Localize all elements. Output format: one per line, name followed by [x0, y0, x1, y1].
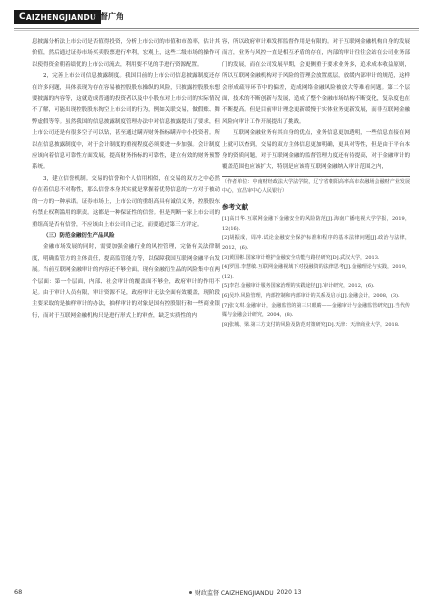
- reference-item: [8]张城、梁.第三方支付的风险及防范对策研究[D].天津：天津商业大学，2018.: [222, 321, 400, 328]
- footer-magazine: [189, 588, 301, 597]
- paragraph: [32, 174, 220, 231]
- reference-item: [5]李岩.金融审计服务国家治理的实践途径[J].审计研究，2012，(6).: [222, 283, 375, 290]
- paragraph: 金融市场发展的同时，需要加强金融行业的风控管理，完备有关法律制度，明确监管方的主体责任，提高监管能力等，以保障我国互联网金融平台发展。当前互联网金融审计的内容还不够全面，现有金融衍生品的风险集中在两个层面：第一个层面，内部、社会审计的覆盖面不够全，政府审计的作用不足。由于审计人员有限，审计资源不足，政府审计无法全面有效覆盖，现阶段主要采取的是抽样审计的办法，抽样审计的对象是国有控股银行和一些商业银行，而对于互联网金融机构只是进行形式上的审查，缺乏实质性的内: [32, 244, 220, 319]
- page-number: 68: [14, 588, 23, 596]
- page-footer: [14, 588, 419, 600]
- paragraph: 容，所以政府审计难发挥监督作用是有限的。对于互联网金融机构自身的发展而言，业务与风控一直是相互矛盾的存在，内部的审计往往会站在公司业务部门的发展，而在公司发展早期，会更侧重于要求业务多，追求成本收益原则，所以互联网金融机构对于风险的管理会放置底层，放缓内部审计的规范，这样会形成疏导环节中的偏差，造成网络金融风险被放大等难看问题。第二个层面，技术的不断创新与发展，造成了整个金融市场结构不断变化，复杂度也在不断提高。但是目前审计理念更新缓慢于实体业务更新发展，而非互联网金融风险向审计工作开展提出了挑战。: [222, 39, 410, 125]
- bullet-icon: [189, 591, 192, 594]
- numbered-heading: 2，完善上市公司信息披露制度。: [43, 73, 125, 80]
- footnote-text: （作者单位：中南财经政法大学法学院，辽宁省朝阳高率高市农融场会融财产业发展中心，宜昌审中心人民银行）: [222, 178, 410, 194]
- page-header: [0, 0, 427, 34]
- brand-initial: C: [19, 12, 26, 22]
- right-column: [222, 37, 410, 330]
- reference-item: [6]吴玲.风险管理，内部控制和内部审计的关系及启示[J].金融会计，2008，(3).: [222, 293, 400, 300]
- header-divider-thin: [14, 30, 419, 31]
- paragraph: 互联网金融业务有其自身的优点，业务信息更加透明，一些信息直接在网上就可以查到，交易的双方主体信息更加明确，更具对等性，但是由于平台本身的资质问题，对于互联网金融的监督管理力度还有待提高，对于金融审计的覆盖范围也应该扩大，特别是应该将互联网金融纳入审计范围之内，: [222, 130, 410, 171]
- reference-item: [3]黄国彬.国家审计维护金融安全功能与路径研究[D].武汉大学，2013.: [222, 254, 380, 261]
- reference-item: [7]张文琪.金融审计，金融监管的第三只眼睛——金融审计与金融监管研究[J].当代传媒与金融会计研究，2004，(8).: [222, 302, 410, 319]
- paragraph: [32, 71, 220, 174]
- left-column: [32, 37, 220, 322]
- brand-name: AIZHENGJIANDU: [25, 12, 97, 22]
- section-subheading: （三）防范金融衍生产品风险: [43, 232, 115, 239]
- reference-item: [2]胡振成，周冲.试论金融安全保护标准和程序的基本法律问题[J].政治与法律，2012，(6).: [222, 235, 410, 252]
- author-footnote: [222, 176, 410, 196]
- section-title: 监督广角: [92, 12, 124, 21]
- issue-number: 2020 13: [276, 589, 302, 596]
- brand-logo: [14, 10, 101, 24]
- numbered-heading: 3，建立信誉机制。: [43, 175, 92, 182]
- reference-item: [1]高日华.互联网金融下金融安全的风险防范[J].海南广播电视大学学报，2019，12(16).: [222, 216, 410, 232]
- paragraph-body: 交易的信誉和个人信用相似，在交易的双方之中必然存在着信息不对称性，那么信誉本身其实就是掌握着优势信息的一方对于被动的一方的一种承诺。证券市场上，上市公司的重组高具有诚信义务，控股股东有禁止权利滥用的职责。这都是一种保证性的信誉。但是判断一家上市公司的重组高是否有信誉，不应该由上市公司自己定，而要通过第三方评定。: [32, 175, 220, 228]
- paragraph-body: 我国目前的上市公司信息披露制度还存在许多问题，具体表现为存在容易被控股股东操纵的风险，只披露控股股东想要披露的内容等，这就造成普通的投资者以及中小股东对上市公司的实际情况不了解，可能出现控股股东掏空上市公司的行为，例如关联交易，做假账、舞弊虚假等等。虽然我国的信息披露制度管理办法中对信息披露提出了要求，但上市公司还是有很多空子可以钻，甚至通过瞒弄财务指标瞒弄中小投资者。所以在信息披露制度中，对于会计制度的重视程度必须要进一步加强。会计制度应该向着信息可靠性方面发展，提高财务指标的可靠性，建立有效的财务预警系统。: [32, 73, 220, 171]
- magazine-name: 财政监督 CAIZHENGJIANDU: [195, 590, 274, 597]
- paragraph: 息披露分析法上市公司是否值得投资，分析上市公司的市值和市盈率，估计其价值，然后通过证券市场买卖股票进行牟利，宏观上，这些二级市场的操作可以使得资金朝着绩优的上市公司流去，利用要不见的手进行资源配置。: [32, 39, 220, 68]
- references-list: [222, 215, 410, 330]
- reference-item: [4]罗国.李慧敏.互联网金融视域下对投融资的法律思考[J].金融理论与实践，2019，(12).: [222, 264, 410, 280]
- references-title: 参考文献: [222, 202, 248, 211]
- header-divider: [14, 28, 419, 29]
